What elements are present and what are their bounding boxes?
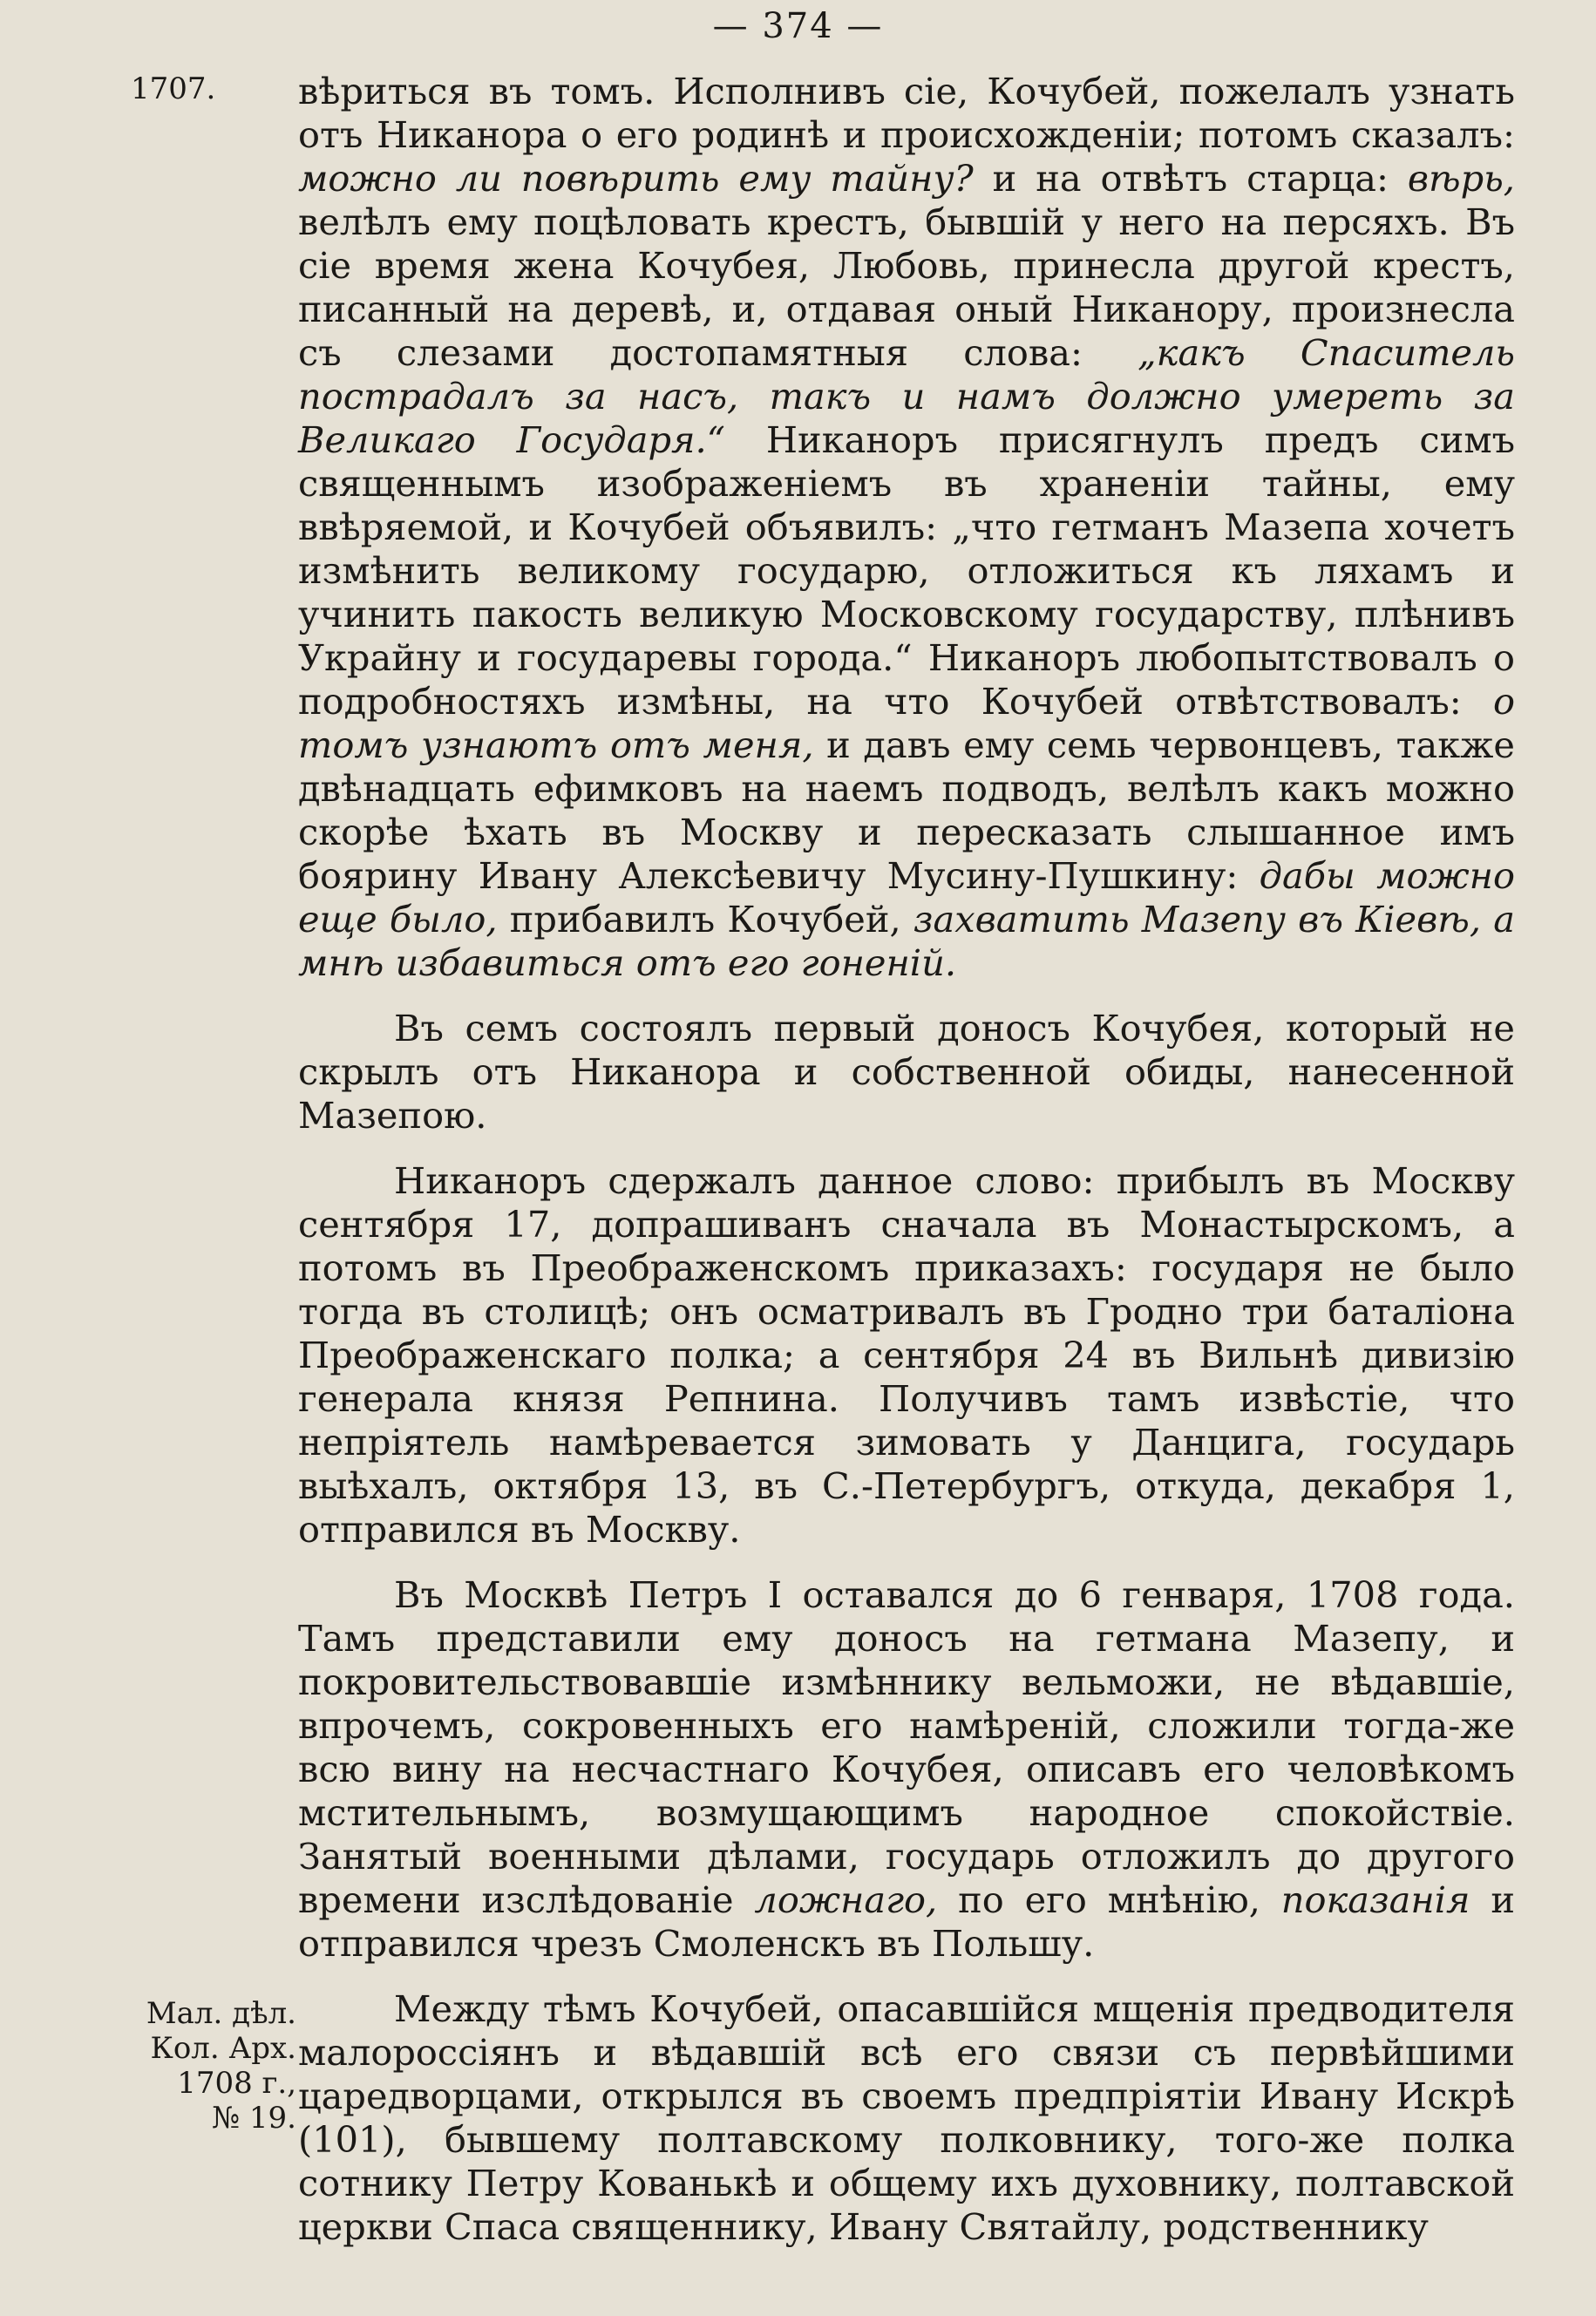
text-segment: Между тѣмъ Кочубей, опасавшійся мщенія предводителя малороссіянъ и вѣдавшій всѣ его связи съ первѣйшими царедворцами, открылся въ своемъ предпріятіи Ивану Искрѣ (101), бывшему полтавскому полковнику, того-же полка сотнику Петру Кованькѣ и общему ихъ духовнику, полтавской церкви Спаса священнику, Ивану Святайлу, родственнику (298, 1987, 1515, 2248)
italic-segment: ложнаго, (754, 1878, 938, 1921)
paragraph-2 (298, 1007, 1515, 1138)
archive-line: Кол. Арх. (150, 2031, 296, 2066)
text-segment: Въ Москвѣ Петръ I оставался до 6 генваря, 1708 года. Тамъ представили ему доносъ на гетмана Мазепу, и покровительствовавшіе измѣннику вельможи, не вѣдавшіе, впрочемъ, сокровенныхъ его намѣреній, сложили тогда-же всю вину на несчастнаго Кочубея, описавъ его человѣкомъ мстительнымъ, возмущающимъ народное спокойствіе. Занятый военными дѣлами, государь отложилъ до другого времени изслѣдованіе (298, 1573, 1515, 1921)
margin-archive-reference (113, 1996, 296, 2136)
italic-segment: вѣрь, (1407, 157, 1515, 200)
text-segment: и давъ ему семь червонцевъ, также двѣнадцать ефимковъ на наемъ подводъ, велѣлъ какъ можно скорѣе ѣхать въ Москву и пересказать слышанное имъ боярину Ивану Алексѣевичу Мусину-Пушкину: (298, 723, 1515, 897)
text-segment: по его мнѣнію, (937, 1878, 1281, 1921)
italic-segment: „какъ Спаситель пострадалъ за насъ, такъ и намъ должно умереть за Великаго Государя.“ (298, 331, 1515, 461)
body-text (298, 70, 1515, 2249)
italic-segment: показанія (1280, 1878, 1470, 1921)
text-segment: и отправился чрезъ Смоленскъ въ Польшу. (298, 1878, 1516, 1965)
text-segment: прибавилъ Кочубей, (497, 898, 913, 941)
text-segment: Никаноръ присягнулъ предъ симъ священнымъ изображеніемъ въ храненіи тайны, ему ввѣряемой, и Кочубей объявилъ: „что гетманъ Мазепа хочетъ измѣнить великому государю, отложиться къ ляхамъ и учинить пакость великую Московскому государству, плѣнивъ Украйну и государевы города.“ Никаноръ любопытствовалъ о подробностяхъ измѣны, на что Кочубей отвѣтствовалъ: (298, 418, 1516, 723)
paragraph-3 (298, 1159, 1515, 1552)
text-segment: Никаноръ сдержалъ данное слово: прибылъ въ Москву сентября 17, допрашиванъ сначала въ Монастырскомъ, а потомъ въ Преображенскомъ приказахъ: государя не было тогда въ столицѣ; онъ осматривалъ въ Гродно три баталіона Преображенскаго полка; а сентября 24 въ Вильнѣ дивизію генерала князя Репнина. Получивъ тамъ извѣстіе, что непріятель намѣревается зимовать у Данцига, государь выѣхалъ, октября 13, въ С.-Петербургъ, откуда, декабря 1, отправился въ Москву. (298, 1159, 1515, 1551)
text-segment: и на отвѣтъ старца: (973, 157, 1408, 200)
margin-year-note: 1707. (131, 71, 216, 106)
italic-segment: можно ли повѣрить ему тайну? (298, 157, 974, 200)
italic-segment: о томъ узнаютъ отъ меня, (298, 680, 1515, 766)
archive-line: № 19. (211, 2101, 296, 2136)
text-segment: вѣриться въ томъ. Исполнивъ сіе, Кочубей, пожелалъ узнать отъ Никанора о его родинѣ и происхожденіи; потомъ сказалъ: (298, 70, 1515, 156)
text-segment: велѣлъ ему поцѣловать крестъ, бывшій у него на персяхъ. Въ сіе время жена Кочубея, Любовь, принесла другой крестъ, писанный на деревѣ, и, отдавая оный Никанору, произнесла съ слезами достопамятныя слова: (298, 200, 1515, 374)
italic-segment: дабы можно еще было, (298, 854, 1515, 941)
text-segment: Въ семъ состоялъ первый доносъ Кочубея, который не скрылъ отъ Никанора и собственной обиды, нанесенной Мазепою. (298, 1007, 1515, 1137)
paragraph-5 (298, 1987, 1515, 2249)
paragraph-4 (298, 1573, 1515, 1966)
archive-line: Мал. дѣл. (146, 1996, 296, 2031)
page-number: — 374 — (712, 6, 884, 46)
archive-line: 1708 г., (177, 2066, 296, 2101)
italic-segment: захватить Мазепу въ Кіевѣ, а мнѣ избавиться отъ его гоненій. (298, 898, 1515, 984)
paragraph-1 (298, 70, 1515, 985)
